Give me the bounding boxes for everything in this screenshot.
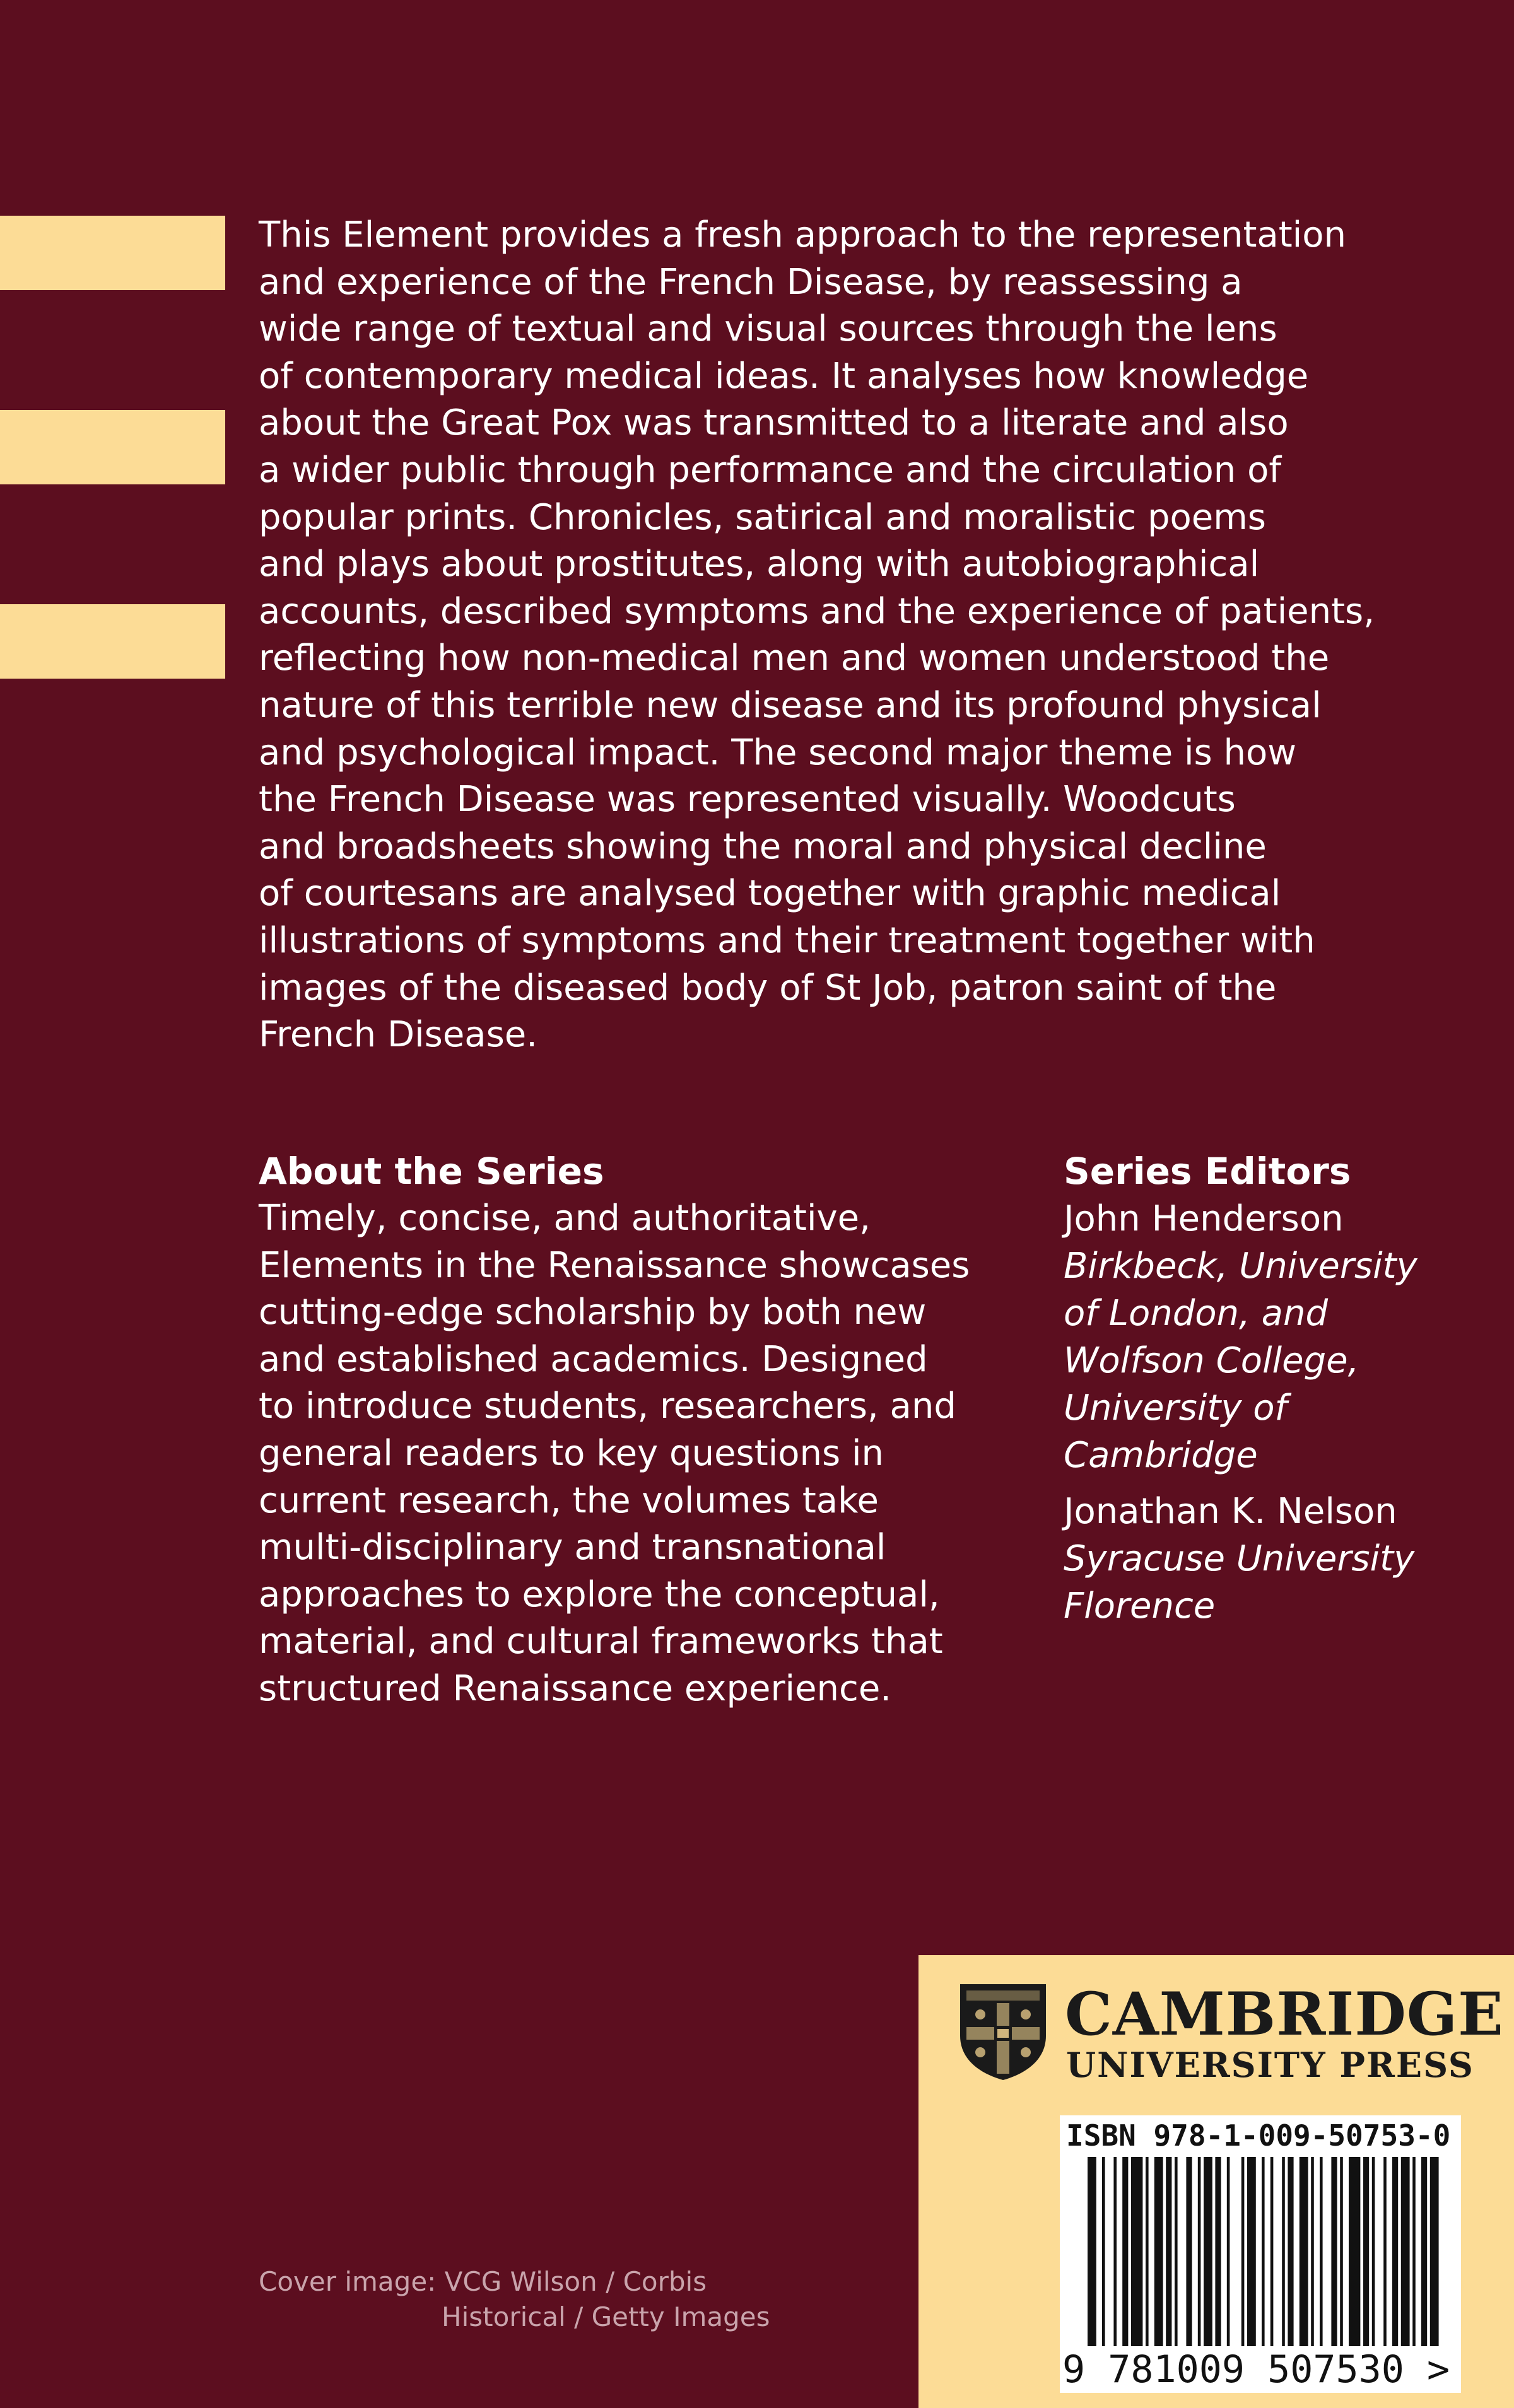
barcode-bar xyxy=(1113,2157,1117,2346)
barcode-bar xyxy=(1198,2157,1201,2346)
publisher-subtitle: UNIVERSITY PRESS xyxy=(1066,2045,1474,2085)
barcode-bar xyxy=(1392,2157,1398,2346)
isbn-label: ISBN 978-1-009-50753-0 xyxy=(1066,2119,1451,2153)
barcode-bar xyxy=(1383,2157,1387,2346)
barcode-bar xyxy=(1401,2157,1410,2346)
credit-line: Historical / Getty Images xyxy=(442,2301,770,2332)
barcode-bar xyxy=(1204,2157,1212,2346)
barcode-bar xyxy=(1154,2157,1163,2346)
barcode-bar xyxy=(1430,2157,1439,2346)
barcode-bar xyxy=(1320,2157,1323,2346)
barcode-bar xyxy=(1311,2157,1314,2346)
barcode-bar xyxy=(1122,2157,1128,2346)
barcode-bar xyxy=(1282,2157,1285,2346)
series-editors xyxy=(1064,1148,1505,1639)
barcode-bar xyxy=(1288,2157,1293,2346)
barcode-bar xyxy=(1349,2157,1360,2346)
accent-bar-top xyxy=(0,216,225,290)
barcode-bar xyxy=(1146,2157,1149,2346)
cover-image-credit xyxy=(259,2264,770,2335)
barcode-bar xyxy=(1175,2157,1178,2346)
about-the-series xyxy=(259,1148,1016,1713)
barcode-bar xyxy=(1331,2157,1337,2346)
barcode-bar xyxy=(1215,2157,1221,2346)
barcode-bar xyxy=(1363,2157,1369,2346)
editor-affiliation: Syracuse University Florence xyxy=(1064,1538,1415,1627)
barcode-bar xyxy=(1131,2157,1142,2346)
barcode-bar xyxy=(1270,2157,1274,2346)
barcode-bar xyxy=(1166,2157,1171,2346)
barcode-bar xyxy=(1372,2157,1375,2346)
barcode-bar xyxy=(1412,2157,1416,2346)
book-blurb: This Element provides a fresh approach to the representation and experience of the French Disease, by reassessing a wide range of textual and visual sources through the lens of contemporary medical ideas. It analyses how knowledge about the Great Pox was transmitted to a literate and also a wider public through performance and the circulation of popular prints. Chronicles, satirical and moralistic poems and plays about prostitutes, along with autobiographical accounts, described symptoms and the experience of patients, reflecting how non-medical men and women understood the nature of this terrible new disease and its profound physical and psychological impact. The second major theme is how the French Disease was represented visually. Woodcuts and broadsheets showing the moral and physical decline of courtesans are analysed together with graphic medical illustrations of symptoms and their treatment together with images of the diseased body of St Job, patron saint of the French Disease. xyxy=(259,214,1375,1056)
barcode-bar xyxy=(1102,2157,1105,2346)
accent-bar-middle xyxy=(0,410,225,484)
barcode-bar xyxy=(1088,2157,1096,2346)
accent-bar-bottom xyxy=(0,604,225,679)
barcode-digits: 9 781009 507530 > xyxy=(1062,2347,1450,2392)
publisher-name: CAMBRIDGE xyxy=(1065,1980,1504,2049)
editor-affiliation: Birkbeck, University of London, and Wolfson College, University of Cambridge xyxy=(1064,1246,1417,1476)
editor-name: John Henderson xyxy=(1064,1198,1344,1239)
about-series-heading: About the Series xyxy=(259,1150,604,1193)
barcode-bar xyxy=(1227,2157,1230,2346)
barcode-bar xyxy=(1247,2157,1256,2346)
about-series-text: Timely, concise, and authoritative, Elements in the Renaissance showcases cutting-edge scholarship by both new and established academics. Designed to introduce students, researchers, and general readers to key questions in current research, the volumes take multi-disciplinary and transnational approaches to explore the conceptual, material, and cultural frameworks that structured Renaissance experience. xyxy=(259,1198,970,1709)
barcode-bar xyxy=(1186,2157,1192,2346)
barcode-bar xyxy=(1241,2157,1245,2346)
cambridge-shield-icon xyxy=(958,1982,1048,2081)
series-editors-heading: Series Editors xyxy=(1064,1150,1351,1193)
publisher-panel xyxy=(918,1955,1514,2408)
isbn-barcode xyxy=(1060,2115,1461,2393)
barcode-bar xyxy=(1340,2157,1343,2346)
barcode-bar xyxy=(1421,2157,1427,2346)
credit-line: Cover image: VCG Wilson / Corbis xyxy=(259,2266,707,2297)
editor-name: Jonathan K. Nelson xyxy=(1064,1491,1397,1532)
barcode-bar xyxy=(1300,2157,1308,2346)
barcode-bar xyxy=(1262,2157,1265,2346)
